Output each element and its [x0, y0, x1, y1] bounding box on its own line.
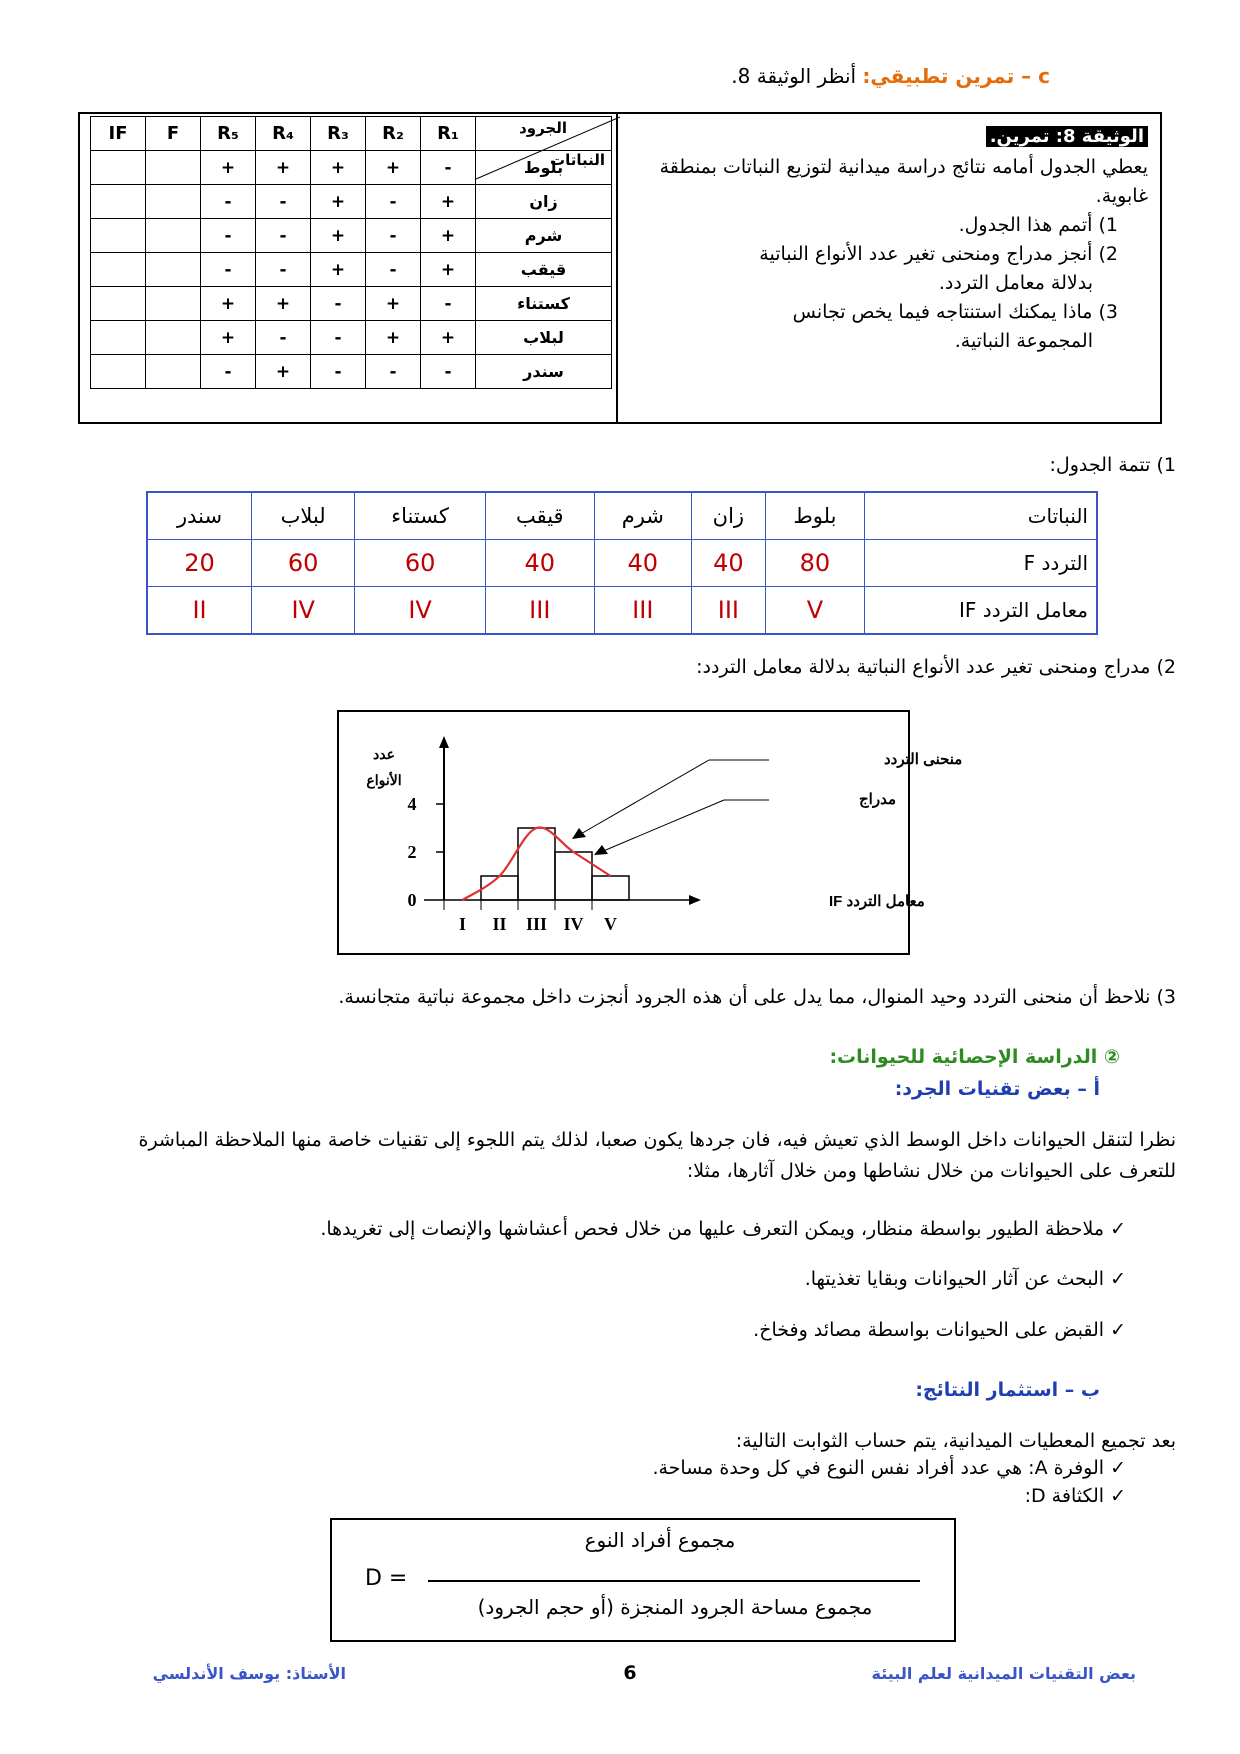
x-axis-label: معامل التردد IF: [829, 893, 925, 910]
section2-intro-b: بعد تجميع المعطيات الميدانية، يتم حساب الثوابت التالية:: [735, 1430, 1176, 1452]
y-tick-label: 0: [407, 890, 417, 910]
cell-mark: +: [366, 321, 421, 355]
frequency-cell: 80: [765, 540, 864, 587]
if-cell: II: [147, 587, 252, 635]
if-cell: V: [765, 587, 864, 635]
cell-mark: +: [311, 151, 366, 185]
formula-numerator: مجموع أفراد النوع: [584, 1528, 736, 1552]
plant-name: شرم: [476, 219, 612, 253]
section2-sub-a: أ – بعض تقنيات الجرد:: [894, 1078, 1100, 1100]
cell-if: [91, 287, 146, 321]
cell-mark: +: [421, 185, 476, 219]
document-q2b: بدلالة معامل التردد.: [938, 272, 1093, 294]
cell-f: [146, 321, 201, 355]
page-number: 6: [623, 1662, 637, 1684]
cell-mark: +: [366, 151, 421, 185]
cell-f: [146, 219, 201, 253]
col-r3: R₃: [311, 117, 366, 151]
cell-mark: -: [311, 355, 366, 389]
x-tick-label: III: [525, 914, 548, 934]
frequency-curve: [463, 827, 611, 900]
frequency-cell: 40: [594, 540, 691, 587]
cell-mark: -: [366, 185, 421, 219]
cell-mark: -: [366, 355, 421, 389]
histogram-pointer-line: [601, 800, 724, 852]
x-tick-label: IV: [563, 914, 584, 934]
table-row: [91, 185, 612, 219]
cell-mark: -: [366, 253, 421, 287]
table-row: [91, 321, 612, 355]
cell-f: [146, 185, 201, 219]
curve-label: منحنى التردد: [884, 751, 963, 768]
x-axis-arrow: [689, 895, 701, 905]
document-q3b: المجموعة النباتية.: [954, 330, 1093, 352]
curve-pointer-line: [579, 760, 709, 835]
table-row: [91, 355, 612, 389]
corner-bottom-label: النباتات: [550, 151, 605, 169]
curve-pointer-arrow: [572, 828, 586, 839]
cell-mark: +: [366, 287, 421, 321]
section-c-heading: [560, 61, 1050, 91]
table-row: [91, 253, 612, 287]
plant-cell: قيقب: [485, 492, 594, 540]
results-row-plants: [147, 492, 1097, 540]
histogram-bar: [481, 876, 518, 900]
cell-f: [146, 253, 201, 287]
cell-if: [91, 253, 146, 287]
y-axis-arrow: [439, 736, 449, 748]
if-cell: IV: [252, 587, 355, 635]
cell-mark: +: [311, 219, 366, 253]
cell-mark: -: [421, 355, 476, 389]
col-r4: R₄: [256, 117, 311, 151]
section2-sub-b: ب – استثمار النتائج:: [915, 1379, 1100, 1401]
results-row-frequency: [147, 540, 1097, 587]
cell-mark: +: [421, 253, 476, 287]
bullet-item: ✓ القبض على الحيوانات بواسطة مصائد وفخاخ.: [753, 1319, 1126, 1341]
corner-top-label: الجرود: [519, 119, 567, 137]
frequency-cell: 40: [691, 540, 765, 587]
cell-mark: +: [421, 219, 476, 253]
cell-mark: -: [311, 321, 366, 355]
y-axis-label-line: عدد: [373, 748, 395, 763]
plant-name: بلوط: [476, 151, 612, 185]
document-q1: 1) أتمم هذا الجدول.: [958, 214, 1118, 236]
document-label: الوثيقة 8: تمرين.: [986, 126, 1148, 147]
plant-cell: لبلاب: [252, 492, 355, 540]
footer-right: بعض التقنيات الميدانية لعلم البيئة: [871, 1664, 1136, 1683]
plant-name: قيقب: [476, 253, 612, 287]
cell-mark: +: [311, 253, 366, 287]
plant-cell: كستناء: [355, 492, 486, 540]
answer3-text: 3) نلاحظ أن منحنى التردد وحيد المنوال، مما يدل على أن هذه الجرود أنجزت داخل مجموعة نباتية متجانسة.: [338, 986, 1176, 1008]
cell-mark: +: [311, 185, 366, 219]
y-tick-label: 4: [407, 794, 417, 814]
col-if: IF: [91, 117, 146, 151]
document-q3a: 3) ماذا يمكنك استنتاجه فيما يخص تجانس: [792, 301, 1118, 323]
col-f: F: [146, 117, 201, 151]
x-tick-label: V: [604, 914, 617, 934]
cell-mark: -: [256, 321, 311, 355]
table-row: [91, 287, 612, 321]
cell-mark: +: [201, 287, 256, 321]
if-cell: III: [691, 587, 765, 635]
plant-name: زان: [476, 185, 612, 219]
inventory-table: [90, 116, 612, 389]
formula-lhs: D =: [365, 1566, 408, 1591]
cell-if: [91, 185, 146, 219]
fraction-bar: [428, 1580, 920, 1582]
bullet-item: ✓ ملاحظة الطيور بواسطة منظار، ويمكن التعرف عليها من خلال فحص أعشاشها والإنصات إلى تغريدها.: [320, 1218, 1126, 1240]
bullet-abundance: ✓ الوفرة A: هي عدد أفراد نفس النوع في كل وحدة مساحة.: [652, 1457, 1126, 1479]
plant-cell: زان: [691, 492, 765, 540]
cell-mark: -: [256, 185, 311, 219]
section-c-title: تمرين تطبيقي:: [862, 64, 1015, 88]
plant-name: لبلاب: [476, 321, 612, 355]
cell-mark: -: [256, 253, 311, 287]
cell-mark: -: [311, 287, 366, 321]
cell-mark: +: [201, 151, 256, 185]
cell-f: [146, 355, 201, 389]
if-cell: IV: [355, 587, 486, 635]
cell-if: [91, 151, 146, 185]
plant-name: سندر: [476, 355, 612, 389]
cell-mark: -: [421, 287, 476, 321]
cell-mark: -: [421, 151, 476, 185]
table-row: [91, 219, 612, 253]
footer-left: الأستاذ: يوسف الأندلسي: [152, 1664, 346, 1683]
results-table: [146, 491, 1098, 635]
frequency-cell: 60: [355, 540, 486, 587]
x-tick-label: II: [492, 914, 507, 934]
plant-cell: شرم: [594, 492, 691, 540]
row-label-frequency: التردد F: [865, 540, 1098, 587]
cell-mark: +: [256, 287, 311, 321]
plant-cell: سندر: [147, 492, 252, 540]
document-panel: [628, 122, 1148, 356]
document-intro: يعطي الجدول أمامه نتائج دراسة ميدانية لتوزيع النباتات بمنطقة غابوية.: [659, 156, 1148, 207]
frequency-cell: 40: [485, 540, 594, 587]
bullet-density: ✓ الكثافة D:: [1024, 1485, 1126, 1507]
cell-mark: -: [201, 355, 256, 389]
col-r2: R₂: [366, 117, 421, 151]
cell-if: [91, 355, 146, 389]
y-tick-label: 2: [407, 842, 417, 862]
section2-paragraph: نظرا لتنقل الحيوانات داخل الوسط الذي تعيش فيه، فان جردها يكون صعبا، لذلك يتم اللجوء إلى تقنيات خاصة منها الملاحظة المباشرة للتعرف على الحيوانات من خلال نشاطها ومن خلال آثارها، مثلا:: [138, 1129, 1176, 1182]
cell-mark: -: [201, 253, 256, 287]
bullet-item: ✓ البحث عن آثار الحيوانات وبقايا تغذيتها.: [804, 1268, 1126, 1290]
section-c-prefix: c –: [1014, 64, 1050, 88]
y-axis-label-line: الأنواع: [366, 774, 402, 789]
inventory-header-row: [91, 117, 612, 151]
cell-mark: +: [256, 151, 311, 185]
if-cell: III: [485, 587, 594, 635]
cell-mark: -: [201, 185, 256, 219]
cell-mark: +: [421, 321, 476, 355]
cell-mark: +: [256, 355, 311, 389]
plant-name: كستناء: [476, 287, 612, 321]
cell-f: [146, 151, 201, 185]
col-r5: R₅: [201, 117, 256, 151]
cell-if: [91, 219, 146, 253]
section2-title: ② الدراسة الإحصائية للحيوانات:: [829, 1046, 1120, 1068]
cell-mark: -: [256, 219, 311, 253]
row-label-if: معامل التردد IF: [865, 587, 1098, 635]
cell-mark: -: [201, 219, 256, 253]
answer1-title: 1) تتمة الجدول:: [1049, 454, 1176, 476]
results-row-if: [147, 587, 1097, 635]
x-tick-label: I: [458, 914, 467, 934]
answer2-title: 2) مدراج ومنحنى تغير عدد الأنواع النباتية بدلالة معامل التردد:: [696, 656, 1176, 678]
row-label-plants: النباتات: [865, 492, 1098, 540]
cell-mark: -: [366, 219, 421, 253]
if-cell: III: [594, 587, 691, 635]
histogram-label: مدراج: [859, 791, 897, 808]
frequency-cell: 20: [147, 540, 252, 587]
plant-cell: بلوط: [765, 492, 864, 540]
col-r1: R₁: [421, 117, 476, 151]
cell-mark: +: [201, 321, 256, 355]
frequency-cell: 60: [252, 540, 355, 587]
document-q2a: 2) أنجز مدراج ومنحنى تغير عدد الأنواع النباتية: [759, 243, 1118, 265]
cell-if: [91, 321, 146, 355]
section-c-rest: أنظر الوثيقة 8.: [731, 64, 863, 88]
histogram-bar: [592, 876, 629, 900]
histogram-chart: [339, 712, 963, 953]
cell-f: [146, 287, 201, 321]
formula-denominator: مجموع مساحة الجرود المنجزة (أو حجم الجرود): [477, 1595, 873, 1619]
